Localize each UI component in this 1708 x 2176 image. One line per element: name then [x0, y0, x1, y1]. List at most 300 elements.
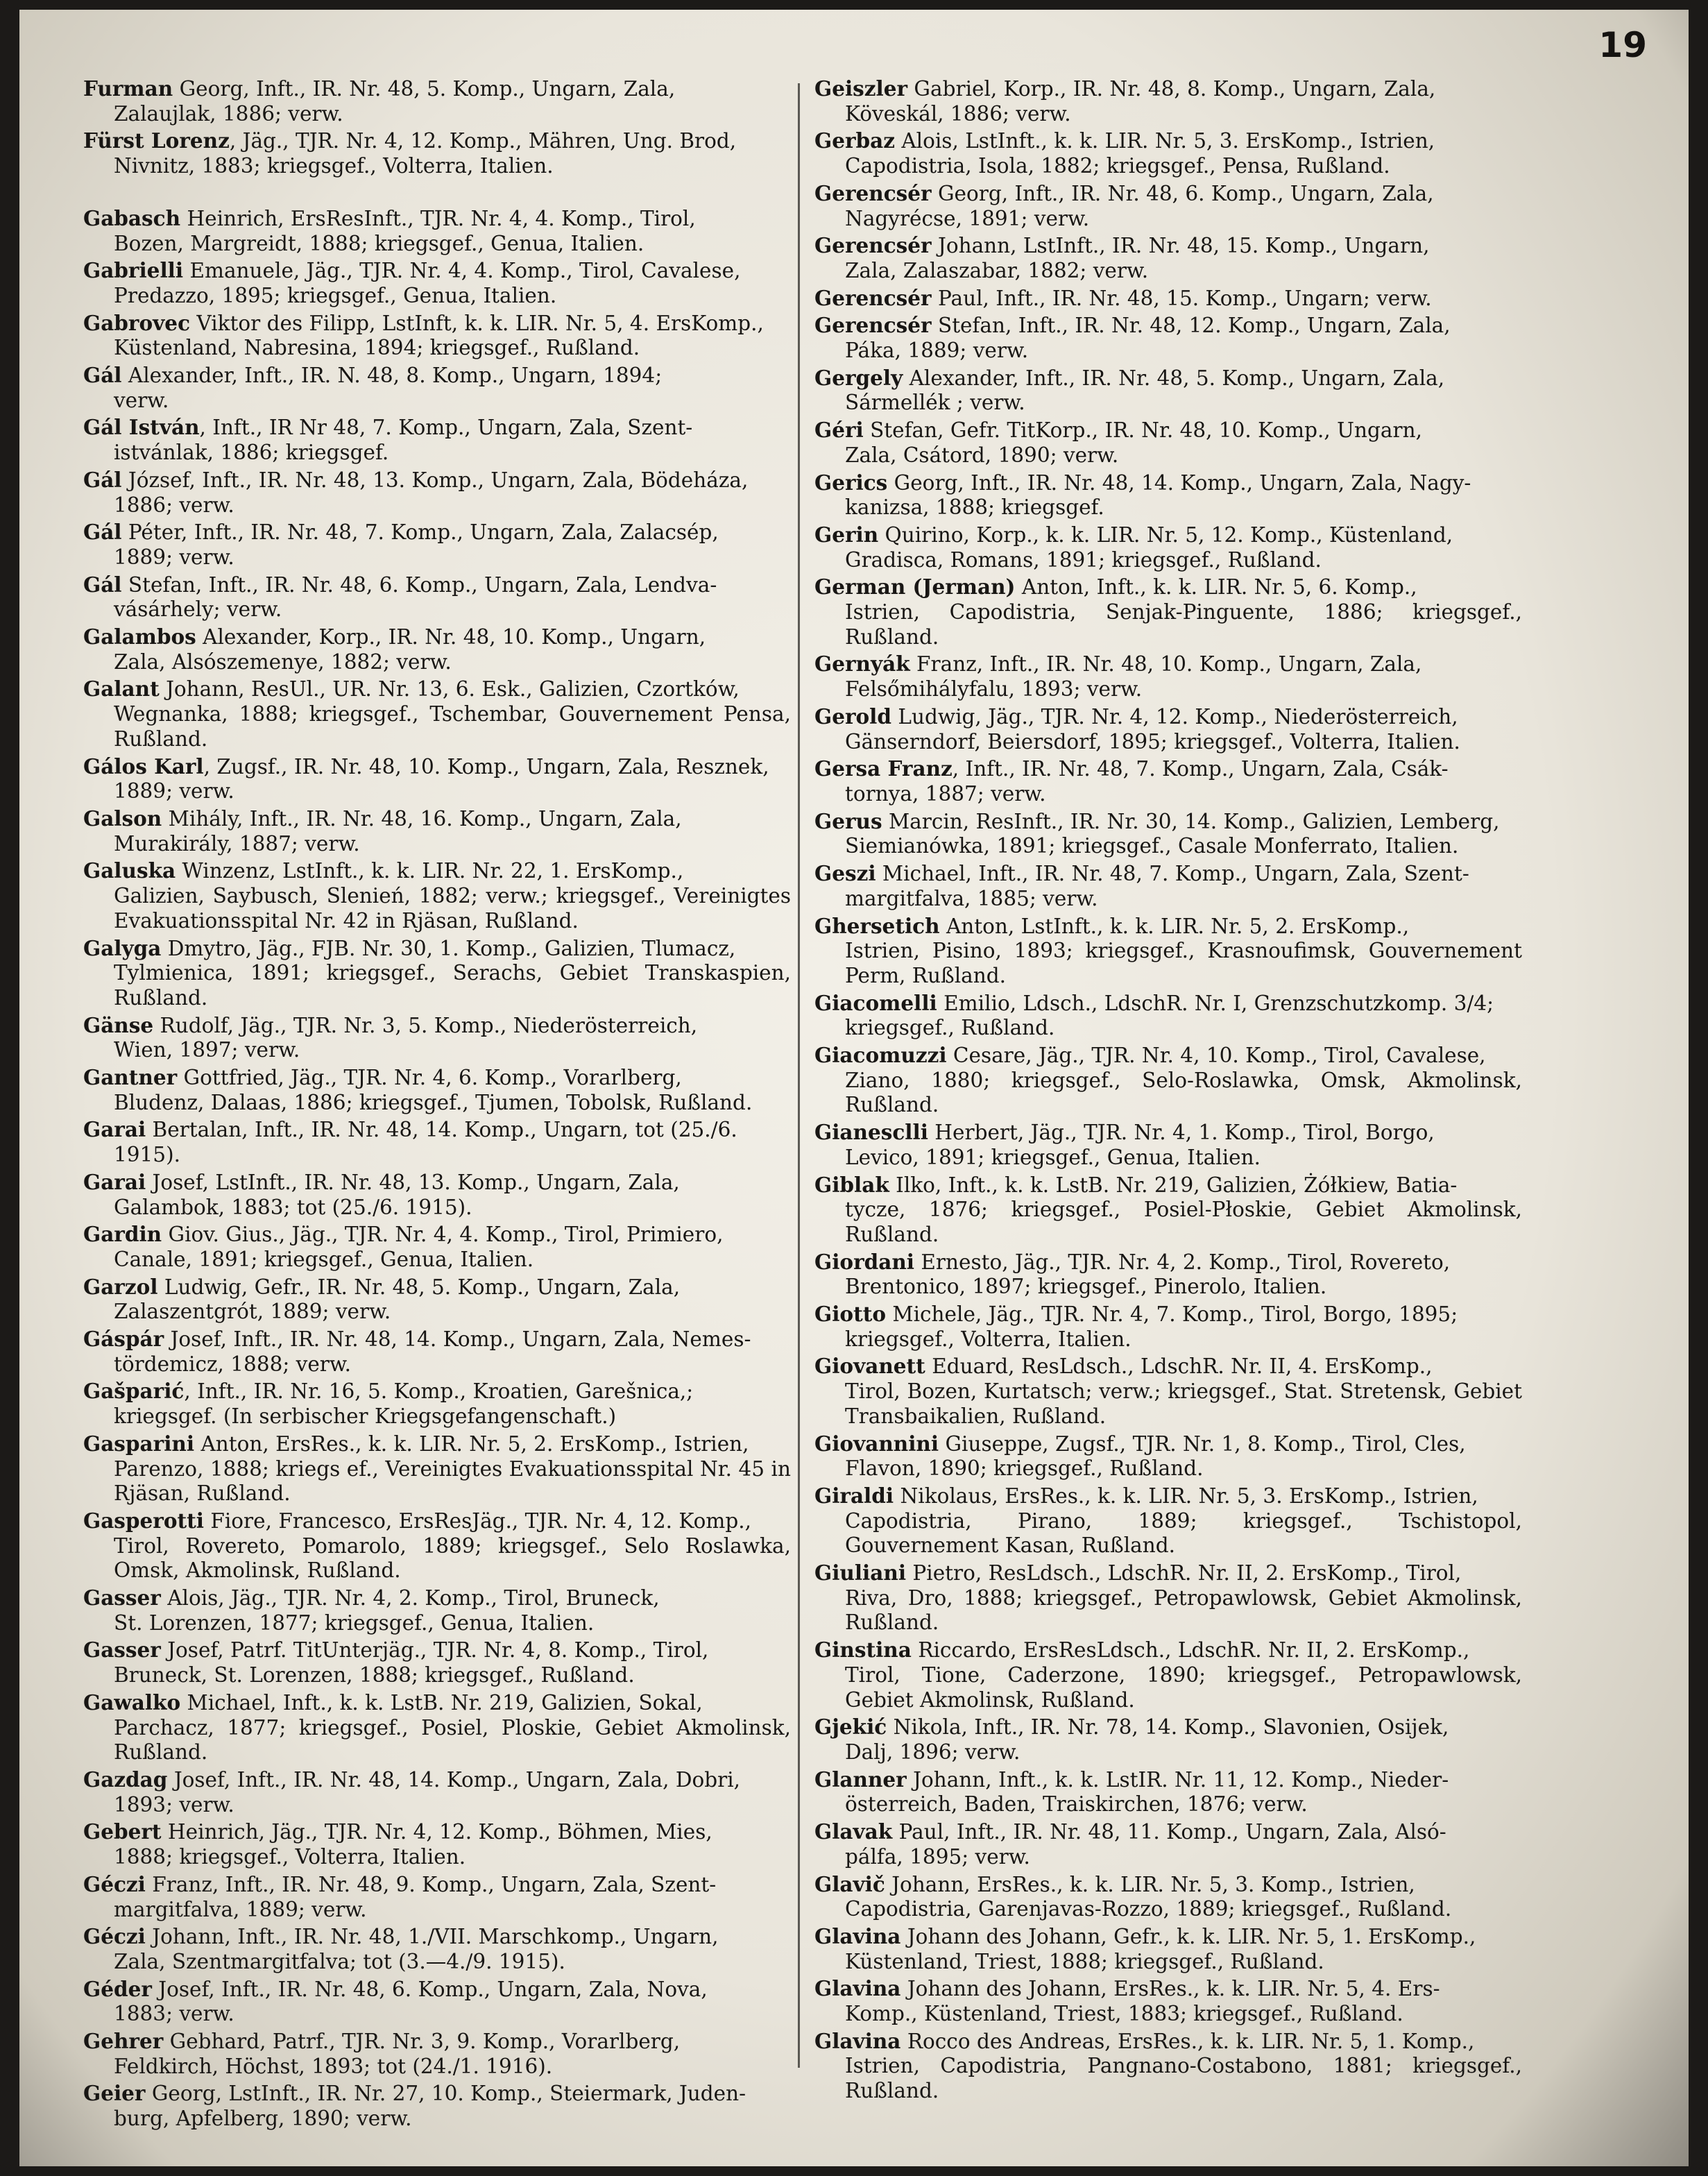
entry-details: Riccardo, ErsResLdsch., LdschR. Nr. II, 2. ErsKomp., — [911, 1638, 1470, 1663]
entry-first-line — [83, 1977, 791, 2003]
entry-details: Stefan, Inft., IR. Nr. 48, 6. Komp., Ungarn, Zala, Lendva- — [121, 572, 717, 597]
entry-surname: Giacomuzzi — [814, 1043, 947, 1068]
entry-continuation: Nivnitz, 1883; kriegsgef., Volterra, Italien. — [114, 154, 554, 178]
entry-first-line — [83, 311, 791, 337]
entry-details: Gottfried, Jäg., TJR. Nr. 4, 6. Komp., Vorarlberg, — [177, 1066, 682, 1090]
entry-continuation: margitfalva, 1885; verw. — [845, 886, 1098, 910]
register-entry — [83, 1170, 791, 1220]
register-entry — [814, 1819, 1522, 1869]
entry-continuation: Bludenz, Dalaas, 1886; kriegsgef., Tjumen, Tobolsk, Rußland. — [114, 1090, 753, 1114]
entry-details: , Inft., IR. Nr. 16, 5. Komp., Kroatien, Garešnica,; — [184, 1379, 694, 1404]
register-entry — [814, 286, 1522, 312]
entry-continuation: Capodistria, Isola, 1882; kriegsgef., Pensa, Rußland. — [845, 154, 1390, 178]
register-entry — [814, 991, 1522, 1041]
register-entry — [814, 470, 1522, 520]
register-entry — [83, 76, 791, 126]
entry-continuation: Canale, 1891; kriegsgef., Genua, Italien. — [114, 1247, 534, 1271]
entry-surname: Gerencsér — [814, 180, 932, 205]
entry-first-line — [814, 470, 1522, 496]
entry-details: Johann, ErsRes., k. k. LIR. Nr. 5, 3. Komp., Istrien, — [885, 1872, 1415, 1896]
entry-surname: Glavak — [814, 1819, 893, 1844]
register-entry — [814, 575, 1522, 649]
entry-first-line — [83, 128, 791, 154]
entry-continuation: kriegsgef., Rußland. — [845, 1016, 1055, 1040]
entry-surname: Gergely — [814, 365, 903, 390]
entry-details: Dmytro, Jäg., FJB. Nr. 30, 1. Komp., Galizien, Tlumacz, — [161, 936, 736, 960]
entry-surname: Gál — [83, 572, 122, 597]
entry-continuation: Tirol, Tione, Caderzone, 1890; kriegsgef., Petropawlowsk, Gebiet Akmolinsk, Rußland. — [845, 1663, 1522, 1712]
entry-details: Viktor des Filipp, LstInft, k. k. LIR. Nr. 5, 4. ErsKomp., — [190, 311, 764, 335]
entry-first-line — [814, 1819, 1522, 1845]
entry-surname: Galuska — [83, 858, 176, 883]
entry-first-line — [83, 206, 791, 232]
entry-first-line — [814, 1120, 1522, 1146]
entry-continuation: Küstenland, Triest, 1888; kriegsgef., Rußland. — [845, 1949, 1324, 1973]
entry-first-line — [814, 704, 1522, 730]
entry-first-line — [814, 286, 1522, 312]
entry-details: Cesare, Jäg., TJR. Nr. 4, 10. Komp., Tirol, Cavalese, — [946, 1044, 1486, 1068]
entry-first-line — [814, 313, 1522, 339]
entry-details: Michael, Inft., IR. Nr. 48, 7. Komp., Ungarn, Zala, Szent- — [876, 862, 1469, 886]
entry-surname: Gerencsér — [814, 233, 932, 258]
entry-continuation: Galambok, 1883; tot (25./6. 1915). — [114, 1195, 472, 1219]
entry-first-line — [83, 1275, 791, 1300]
entry-details: Nikola, Inft., IR. Nr. 78, 14. Komp., Slavonien, Osijek, — [887, 1715, 1449, 1740]
entry-surname: Gantner — [83, 1065, 178, 1090]
entry-details: Georg, Inft., IR. Nr. 48, 6. Komp., Ungarn, Zala, — [931, 181, 1434, 205]
entry-surname: Giraldi — [814, 1483, 894, 1508]
entry-continuation: Capodistria, Garenjavas-Rozzo, 1889; kriegsgef., Rußland. — [845, 1897, 1452, 1921]
entry-details: Quirino, Korp., k. k. LIR. Nr. 5, 12. Komp., Küstenland, — [878, 522, 1453, 547]
entry-continuation: österreich, Baden, Traiskirchen, 1876; verw. — [845, 1792, 1308, 1817]
entry-surname: Glavič — [814, 1871, 885, 1896]
entry-details: Paul, Inft., IR. Nr. 48, 11. Komp., Ungarn, Zala, Alsó- — [892, 1820, 1446, 1844]
entry-continuation: Parenzo, 1888; kriegs ef., Vereinigtes Evakuationsspital Nr. 45 in Rjäsan, Rußland. — [114, 1456, 791, 1506]
entry-details: Péter, Inft., IR. Nr. 48, 7. Komp., Ungarn, Zala, Zalacsép, — [121, 520, 719, 545]
entry-first-line — [814, 1976, 1522, 2002]
entry-details: Marcin, ResInft., IR. Nr. 30, 14. Komp., Galizien, Lemberg, — [882, 809, 1500, 833]
entry-details: Pietro, ResLdsch., LdschR. Nr. II, 2. ErsKomp., Tirol, — [906, 1561, 1462, 1586]
entry-first-line — [814, 1924, 1522, 1950]
register-entry — [814, 1484, 1522, 1558]
entry-first-line — [83, 1431, 791, 1457]
entry-continuation: Bruneck, St. Lorenzen, 1888; kriegsgef., Rußland. — [114, 1663, 635, 1688]
entry-first-line — [83, 1872, 791, 1898]
entry-details: Eduard, ResLdsch., LdschR. Nr. II, 4. ErsKomp., — [925, 1354, 1433, 1379]
entry-surname: Gjekić — [814, 1715, 887, 1740]
entry-details: Johann des Johann, Gefr., k. k. LIR. Nr. 5, 1. ErsKomp., — [900, 1924, 1476, 1948]
entry-first-line — [83, 858, 791, 884]
register-entry — [83, 1690, 791, 1765]
register-entry — [83, 2029, 791, 2079]
entry-continuation: Zala, Zalaszabar, 1882; verw. — [845, 258, 1149, 282]
entry-details: Winzenz, LstInft., k. k. LIR. Nr. 22, 1. ErsKomp., — [176, 859, 684, 883]
entry-details: Anton, LstInft., k. k. LIR. Nr. 5, 2. ErsKomp., — [939, 914, 1410, 938]
entry-first-line — [814, 1638, 1522, 1663]
entry-surname: Giovanett — [814, 1354, 925, 1379]
entry-surname: Géri — [814, 418, 864, 443]
entry-continuation: Istrien, Capodistria, Pangnano-Costabono, 1881; kriegsgef., Rußland. — [845, 2054, 1522, 2103]
entry-surname: Furman — [83, 76, 173, 101]
entry-first-line — [814, 575, 1522, 600]
entry-details: Josef, Inft., IR. Nr. 48, 14. Komp., Ungarn, Zala, Dobri, — [167, 1768, 741, 1792]
entry-first-line — [814, 1767, 1522, 1793]
entry-continuation: Wegnanka, 1888; kriegsgef., Tschembar, Gouvernement Pensa, Rußland. — [114, 702, 791, 751]
entry-details: Anton, ErsRes., k. k. LIR. Nr. 5, 2. ErsKomp., Istrien, — [194, 1431, 749, 1456]
entry-details: Franz, Inft., IR. Nr. 48, 10. Komp., Ungarn, Zala, — [909, 652, 1422, 677]
entry-first-line — [814, 1484, 1522, 1509]
entry-details: Herbert, Jäg., TJR. Nr. 4, 1. Komp., Tirol, Borgo, — [928, 1121, 1435, 1145]
entry-first-line — [83, 1170, 791, 1196]
register-entry — [814, 1767, 1522, 1817]
entry-continuation: 1893; verw. — [114, 1792, 234, 1817]
entry-first-line — [814, 1715, 1522, 1740]
entry-details: Gabriel, Korp., IR. Nr. 48, 8. Komp., Ungarn, Zala, — [907, 77, 1436, 101]
entry-details: Ludwig, Jäg., TJR. Nr. 4, 12. Komp., Niederösterreich, — [891, 704, 1458, 729]
entry-details: Georg, LstInft., IR. Nr. 27, 10. Komp., Steiermark, Juden- — [145, 2082, 746, 2106]
entry-details: Johann des Johann, ErsRes., k. k. LIR. Nr. 5, 4. Ers- — [900, 1977, 1440, 2001]
entry-surname: Glavina — [814, 1976, 901, 2001]
right-column — [814, 76, 1522, 2106]
entry-first-line — [814, 1872, 1522, 1898]
entry-continuation: Istrien, Pisino, 1893; kriegsgef., Krasnoufimsk, Gouvernement Perm, Rußland. — [845, 939, 1522, 987]
entry-details: Anton, Inft., k. k. LIR. Nr. 5, 6. Komp., — [1015, 575, 1417, 600]
entry-first-line — [83, 624, 791, 650]
entry-details: Michael, Inft., k. k. LstB. Nr. 219, Galizien, Sokal, — [180, 1690, 703, 1715]
register-entry — [814, 1354, 1522, 1429]
entry-surname: Gazdag — [83, 1767, 168, 1792]
entry-details: Rudolf, Jäg., TJR. Nr. 3, 5. Komp., Niederösterreich, — [153, 1013, 698, 1037]
entry-details: Stefan, Gefr. TitKorp., IR. Nr. 48, 10. Komp., Ungarn, — [863, 418, 1422, 443]
register-entry — [814, 1924, 1522, 1974]
register-entry — [83, 624, 791, 674]
entry-continuation: Zala, Szentmargitfalva; tot (3.—4./9. 1915). — [114, 1949, 565, 1973]
register-entry — [814, 76, 1522, 126]
entry-first-line — [814, 861, 1522, 887]
entry-continuation: Galizien, Saybusch, Slenień, 1882; verw.; kriegsgef., Vereinigtes Evakuationsspital Nr. 42 in Rjäsan, Rußland. — [114, 884, 791, 933]
entry-continuation: tornya, 1887; verw. — [845, 781, 1046, 806]
entry-continuation: Komp., Küstenland, Triest, 1883; kriegsgef., Rußland. — [845, 2002, 1403, 2026]
entry-first-line — [83, 806, 791, 832]
entry-surname: Gál — [83, 363, 122, 388]
column-divider — [798, 83, 800, 2068]
entry-details: Alois, LstInft., k. k. LIR. Nr. 5, 3. ErsKomp., Istrien, — [895, 129, 1435, 153]
entry-surname: Giordani — [814, 1249, 915, 1274]
register-entry — [83, 858, 791, 933]
entry-details: Nikolaus, ErsRes., k. k. LIR. Nr. 5, 3. ErsKomp., Istrien, — [894, 1484, 1478, 1508]
entry-first-line — [83, 572, 791, 598]
entry-first-line — [814, 1043, 1522, 1069]
entry-details: Fiore, Francesco, ErsResJäg., TJR. Nr. 4, 12. Komp., — [204, 1508, 752, 1533]
entry-first-line — [83, 363, 791, 389]
register-entry — [814, 233, 1522, 283]
entry-continuation: Ziano, 1880; kriegsgef., Selo-Roslawka, Omsk, Akmolinsk, Rußland. — [845, 1068, 1522, 1117]
entry-continuation: Parchacz, 1877; kriegsgef., Posiel, Ploskie, Gebiet Akmolinsk, Rußland. — [114, 1715, 791, 1765]
register-entry — [814, 1302, 1522, 1352]
entry-first-line — [83, 1222, 791, 1248]
entry-first-line — [814, 233, 1522, 259]
entry-details: Stefan, Inft., IR. Nr. 48, 12. Komp., Ungarn, Zala, — [931, 314, 1451, 338]
page — [19, 10, 1689, 2166]
entry-first-line — [83, 1508, 791, 1534]
entry-details: Ilko, Inft., k. k. LstB. Nr. 219, Galizien, Żółkiew, Batia- — [889, 1173, 1458, 1197]
register-entry — [83, 1767, 791, 1817]
entry-details: Rocco des Andreas, ErsRes., k. k. LIR. Nr. 5, 1. Komp., — [900, 2029, 1475, 2053]
register-entry — [814, 128, 1522, 178]
register-entry — [83, 363, 791, 413]
entry-first-line — [814, 418, 1522, 443]
register-entry — [83, 520, 791, 570]
register-entry — [814, 366, 1522, 416]
entry-surname: Glavina — [814, 1923, 901, 1948]
register-entry — [814, 1638, 1522, 1712]
entry-details: Georg, Inft., IR. Nr. 48, 5. Komp., Ungarn, Zala, — [173, 77, 676, 101]
register-entry — [83, 1508, 791, 1583]
entry-continuation: burg, Apfelberg, 1890; verw. — [114, 2107, 412, 2131]
entry-surname: Gerbaz — [814, 128, 895, 153]
entry-continuation: Zala, Alsószemenye, 1882; verw. — [114, 649, 452, 674]
register-entry — [814, 809, 1522, 859]
entry-continuation: Gradisca, Romans, 1891; kriegsgef., Rußland. — [845, 547, 1322, 572]
entry-continuation: Siemianówka, 1891; kriegsgef., Casale Monferrato, Italien. — [845, 834, 1459, 858]
entry-surname: Gabrovec — [83, 310, 191, 335]
entry-surname: Gänse — [83, 1012, 154, 1037]
entry-surname: Gerold — [814, 704, 892, 729]
entry-continuation: Köveskál, 1886; verw. — [845, 101, 1071, 126]
register-entry — [814, 313, 1522, 363]
register-entry — [814, 1561, 1522, 1635]
entry-details: Ludwig, Gefr., IR. Nr. 48, 5. Komp., Ungarn, Zala, — [157, 1275, 681, 1299]
register-entry — [814, 1120, 1522, 1170]
entry-first-line — [814, 914, 1522, 940]
register-entry — [814, 652, 1522, 702]
entry-continuation: Dalj, 1896; verw. — [845, 1740, 1020, 1764]
register-entry — [83, 1924, 791, 1974]
register-entry — [814, 914, 1522, 989]
entry-surname: Gerics — [814, 470, 888, 495]
entry-continuation: Tylmienica, 1891; kriegsgef., Serachs, Gebiet Transkaspien, Rußland. — [114, 961, 791, 1010]
entry-surname: Galyga — [83, 935, 162, 960]
entry-continuation: kriegsgef. (In serbischer Kriegsgefangenschaft.) — [114, 1404, 617, 1429]
register-entry — [83, 1117, 791, 1167]
entry-first-line — [83, 1379, 791, 1404]
entry-continuation: Riva, Dro, 1888; kriegsgef., Petropawlowsk, Gebiet Akmolinsk, Rußland. — [845, 1586, 1522, 1635]
entry-details: , Inft., IR Nr 48, 7. Komp., Ungarn, Zala, Szent- — [199, 416, 693, 440]
entry-surname: Gálos Karl — [83, 754, 204, 779]
entry-first-line — [814, 756, 1522, 782]
register-entry — [83, 1586, 791, 1635]
entry-details: Michele, Jäg., TJR. Nr. 4, 7. Komp., Tirol, Borgo, 1895; — [886, 1302, 1458, 1327]
entry-details: Josef, Inft., IR. Nr. 48, 6. Komp., Ungarn, Zala, Nova, — [151, 1977, 708, 2001]
entry-continuation: tördemicz, 1888; verw. — [114, 1352, 352, 1376]
entry-surname: Garai — [83, 1169, 146, 1194]
register-entry — [814, 1976, 1522, 2026]
entry-first-line — [814, 76, 1522, 102]
entry-surname: Géczi — [83, 1924, 146, 1949]
entry-first-line — [83, 677, 791, 702]
entry-continuation: Tirol, Rovereto, Pomarolo, 1889; kriegsgef., Selo Roslawka, Omsk, Akmolinsk, Rußland. — [114, 1533, 791, 1583]
entry-continuation: Istrien, Capodistria, Senjak-Pinguente, 1886; kriegsgef., Rußland. — [845, 600, 1522, 649]
entry-details: Franz, Inft., IR. Nr. 48, 9. Komp., Ungarn, Zala, Szent- — [145, 1872, 717, 1896]
entry-details: Alexander, Inft., IR. Nr. 48, 5. Komp., Ungarn, Zala, — [903, 366, 1445, 390]
entry-continuation: Tirol, Bozen, Kurtatsch; verw.; kriegsgef., Stat. Stretensk, Gebiet Transbaikalien, Rußland. — [845, 1379, 1522, 1428]
entry-surname: Gasser — [83, 1586, 161, 1610]
entry-continuation: Capodistria, Pirano, 1889; kriegsgef., Tschistopol, Gouvernement Kasan, Rußland. — [845, 1508, 1522, 1558]
entry-surname: Geier — [83, 2081, 146, 2106]
entry-continuation: 1889; verw. — [114, 545, 234, 569]
left-column — [83, 76, 791, 2134]
entry-first-line — [83, 520, 791, 545]
entry-continuation: kanizsa, 1888; kriegsgef. — [845, 495, 1104, 520]
entry-surname: Giotto — [814, 1302, 887, 1327]
register-entry — [814, 861, 1522, 911]
entry-first-line — [83, 2081, 791, 2107]
register-entry — [83, 415, 791, 465]
entry-first-line — [814, 181, 1522, 207]
entry-first-line — [83, 1638, 791, 1663]
register-entry — [814, 1043, 1522, 1118]
entry-continuation: 1883; verw. — [114, 2002, 234, 2026]
entry-details: Josef, Inft., IR. Nr. 48, 14. Komp., Ungarn, Zala, Nemes- — [164, 1327, 751, 1352]
entry-first-line — [814, 1354, 1522, 1379]
entry-continuation: Murakirály, 1887; verw. — [114, 831, 360, 856]
register-entry — [83, 1275, 791, 1325]
entry-details: Josef, LstInft., IR. Nr. 48, 13. Komp., Ungarn, Zala, — [146, 1170, 680, 1194]
entry-first-line — [83, 754, 791, 780]
entry-first-line — [83, 1013, 791, 1039]
entry-continuation: Zala, Csátord, 1890; verw. — [845, 443, 1119, 467]
entry-continuation: Gänserndorf, Beiersdorf, 1895; kriegsgef., Volterra, Italien. — [845, 729, 1460, 754]
entry-continuation: vásárhely; verw. — [114, 597, 282, 622]
entry-surname: Gerencsér — [814, 313, 932, 338]
entry-surname: Gasparini — [83, 1431, 195, 1456]
entry-first-line — [83, 258, 791, 284]
register-entry — [814, 418, 1522, 468]
entry-first-line — [83, 415, 791, 441]
entry-continuation: 1888; kriegsgef., Volterra, Italien. — [114, 1845, 466, 1869]
entry-first-line — [814, 522, 1522, 548]
entry-details: Johann, ResUl., UR. Nr. 13, 6. Esk., Galizien, Czortków, — [159, 677, 740, 702]
entry-details: Johann, Inft., IR. Nr. 48, 1./VII. Marschkomp., Ungarn, — [145, 1925, 719, 1949]
register-entry — [83, 2081, 791, 2131]
register-entry — [83, 128, 791, 178]
register-entry — [83, 806, 791, 856]
entry-details: Alois, Jäg., TJR. Nr. 4, 2. Komp., Tirol, Bruneck, — [160, 1586, 660, 1610]
entry-surname: Ghersetich — [814, 913, 940, 938]
register-entry — [83, 258, 791, 308]
entry-surname: German (Jerman) — [814, 575, 1016, 600]
register-entry — [83, 1222, 791, 1272]
entry-details: Emilio, Ldsch., LdschR. Nr. I, Grenzschutzkomp. 3/4; — [937, 991, 1494, 1015]
register-entry — [814, 1250, 1522, 1300]
entry-surname: Galambos — [83, 624, 196, 649]
entry-first-line — [814, 1561, 1522, 1586]
register-entry — [814, 181, 1522, 231]
register-entry — [83, 1379, 791, 1429]
entry-first-line — [814, 366, 1522, 391]
entry-surname: Gasperotti — [83, 1508, 204, 1533]
entry-details: , Inft., IR. Nr. 48, 7. Komp., Ungarn, Zala, Csák- — [952, 757, 1449, 781]
entry-continuation: Sármellék ; verw. — [845, 391, 1025, 415]
entry-surname: Glanner — [814, 1767, 907, 1792]
entry-surname: Gianesclli — [814, 1120, 928, 1145]
entry-first-line — [83, 2029, 791, 2055]
entry-first-line — [83, 1065, 791, 1091]
entry-surname: Gardin — [83, 1222, 162, 1247]
entry-first-line — [814, 991, 1522, 1017]
register-entry — [83, 1013, 791, 1063]
entry-first-line — [83, 1117, 791, 1143]
entry-details: Giuseppe, Zugsf., TJR. Nr. 1, 8. Komp., Tirol, Cles, — [939, 1431, 1466, 1456]
entry-details: Georg, Inft., IR. Nr. 48, 14. Komp., Ungarn, Zala, Nagy- — [887, 470, 1471, 495]
entry-details: Bertalan, Inft., IR. Nr. 48, 14. Komp., Ungarn, tot (25./6. — [146, 1118, 737, 1142]
entry-surname: Gawalko — [83, 1690, 181, 1715]
entry-continuation: 1889; verw. — [114, 779, 234, 804]
entry-first-line — [83, 1586, 791, 1611]
entry-continuation: pálfa, 1895; verw. — [845, 1844, 1030, 1869]
entry-continuation: tycze, 1876; kriegsgef., Posiel-Płoskie, Gebiet Akmolinsk, Rußland. — [845, 1198, 1522, 1246]
entry-first-line — [814, 652, 1522, 677]
entry-surname: Galant — [83, 677, 160, 702]
entry-continuation: kriegsgef., Volterra, Italien. — [845, 1327, 1131, 1351]
entry-surname: Gerin — [814, 522, 879, 547]
entry-details: Giov. Gius., Jäg., TJR. Nr. 4, 4. Komp., Tirol, Primiero, — [162, 1223, 724, 1247]
entry-first-line — [83, 936, 791, 962]
entry-surname: Giovannini — [814, 1431, 939, 1456]
entry-first-line — [83, 468, 791, 493]
entry-continuation: 1915). — [114, 1143, 180, 1167]
entry-surname: Gerus — [814, 808, 882, 833]
entry-continuation: Páka, 1889; verw. — [845, 339, 1029, 363]
entry-details: Johann, Inft., k. k. LstIR. Nr. 11, 12. Komp., Nieder- — [906, 1767, 1449, 1792]
register-entry — [83, 1872, 791, 1922]
entry-details: Heinrich, Jäg., TJR. Nr. 4, 12. Komp., Böhmen, Mies, — [161, 1820, 712, 1844]
entry-surname: Gehrer — [83, 2029, 164, 2054]
entry-continuation: St. Lorenzen, 1877; kriegsgef., Genua, Italien. — [114, 1610, 595, 1635]
entry-first-line — [814, 1431, 1522, 1457]
entry-first-line — [83, 76, 791, 102]
register-entry — [83, 311, 791, 361]
entry-continuation: Flavon, 1890; kriegsgef., Rußland. — [845, 1456, 1204, 1481]
entry-continuation: Zalaszentgrót, 1889; verw. — [114, 1300, 391, 1324]
entry-first-line — [814, 2029, 1522, 2055]
register-entry — [814, 1872, 1522, 1922]
entry-details: Emanuele, Jäg., TJR. Nr. 4, 4. Komp., Tirol, Cavalese, — [183, 259, 741, 283]
entry-first-line — [814, 809, 1522, 835]
entry-surname: Geiszler — [814, 76, 908, 101]
entry-continuation: Küstenland, Nabresina, 1894; kriegsgef., Rußland. — [114, 336, 640, 360]
entry-surname: Garzol — [83, 1274, 158, 1299]
register-entry — [814, 1173, 1522, 1248]
entry-continuation: Feldkirch, Höchst, 1893; tot (24./1. 1916). — [114, 2054, 553, 2078]
entry-first-line — [83, 1819, 791, 1845]
entry-continuation: Brentonico, 1897; kriegsgef., Pinerolo, Italien. — [845, 1275, 1327, 1299]
entry-surname: Gál — [83, 467, 122, 492]
section-gap — [83, 181, 791, 206]
entry-surname: Gernyák — [814, 652, 910, 677]
entry-details: József, Inft., IR. Nr. 48, 13. Komp., Ungarn, Zala, Bödeháza, — [121, 468, 749, 492]
register-entry — [83, 1638, 791, 1688]
entry-first-line — [814, 128, 1522, 154]
entry-continuation: 1886; verw. — [114, 493, 234, 517]
entry-first-line — [83, 1690, 791, 1716]
entry-details: Mihály, Inft., IR. Nr. 48, 16. Komp., Ungarn, Zala, — [162, 806, 682, 831]
entry-surname: Glavina — [814, 2028, 901, 2053]
register-entry — [83, 677, 791, 751]
entry-continuation: margitfalva, 1889; verw. — [114, 1897, 367, 1921]
entry-first-line — [83, 1767, 791, 1793]
entry-details: Alexander, Inft., IR. N. 48, 8. Komp., Ungarn, 1894; — [121, 364, 663, 388]
